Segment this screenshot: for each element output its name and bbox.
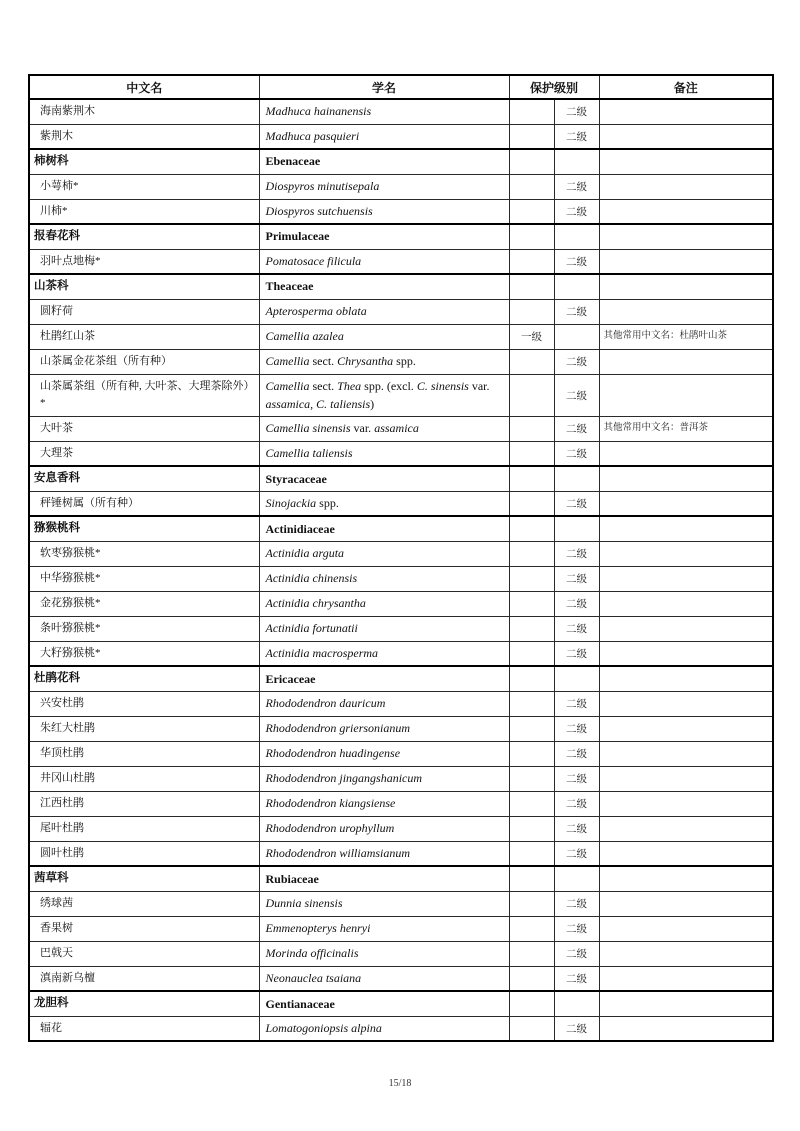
scientific-name-italic-segment: Madhuca pasquieri — [265, 128, 360, 143]
level-1-cell — [509, 466, 554, 491]
level-1-cell — [509, 991, 554, 1016]
species-row — [29, 124, 773, 149]
level-2-cell — [554, 274, 599, 299]
note-cell — [599, 766, 773, 791]
level-1-cell — [509, 274, 554, 299]
note-cell — [599, 866, 773, 891]
table-header-row — [29, 75, 773, 99]
scientific-name-cell — [259, 174, 509, 199]
chinese-name-cell: 巴戟天 — [29, 941, 259, 966]
level-1-cell — [509, 199, 554, 224]
scientific-name-italic-segment: Madhuca hainanensis — [265, 104, 372, 119]
level-1-cell — [509, 866, 554, 891]
scientific-name-italic-segment: Actinidia chinensis — [265, 571, 358, 586]
species-row — [29, 591, 773, 616]
chinese-name-cell: 条叶猕猴桃* — [29, 616, 259, 641]
level-1-cell — [509, 691, 554, 716]
chinese-name-cell: 茜草科 — [29, 866, 259, 891]
scientific-name-roman-segment: spp. (excl. — [361, 378, 417, 393]
chinese-name-cell: 杜鹃花科 — [29, 666, 259, 691]
chinese-name-cell: 川柿* — [29, 199, 259, 224]
scientific-name-cell — [259, 666, 509, 691]
scientific-name-italic-segment: Actinidia chrysantha — [265, 596, 366, 611]
scientific-name-cell — [259, 716, 509, 741]
scientific-name-cell — [259, 891, 509, 916]
species-row — [29, 791, 773, 816]
chinese-name-cell: 杜鹃红山茶 — [29, 324, 259, 349]
scientific-name-cell — [259, 591, 509, 616]
scientific-name-italic-segment: Diospyros sutchuensis — [265, 203, 373, 218]
scientific-name-roman-segment: sect. — [309, 354, 338, 369]
species-row — [29, 891, 773, 916]
chinese-name-cell: 兴安杜鹃 — [29, 691, 259, 716]
scientific-name-italic-segment: Camellia — [265, 378, 310, 393]
species-row — [29, 349, 773, 374]
scientific-name-roman-segment: ) — [370, 397, 375, 412]
level-2-cell: 二级 — [554, 691, 599, 716]
level-2-cell: 二级 — [554, 349, 599, 374]
scientific-name-cell — [259, 941, 509, 966]
level-2-cell: 二级 — [554, 199, 599, 224]
chinese-name-cell: 猕猴桃科 — [29, 516, 259, 541]
level-2-cell: 二级 — [554, 299, 599, 324]
scientific-name-italic-segment: Pomatosace filicula — [265, 253, 362, 268]
level-2-cell: 二级 — [554, 966, 599, 991]
scientific-name-italic-segment: Rhododendron griersonianum — [265, 721, 411, 736]
scientific-name-italic-segment: Rhododendron dauricum — [265, 696, 386, 711]
level-2-cell: 二级 — [554, 591, 599, 616]
note-cell — [599, 566, 773, 591]
note-cell — [599, 916, 773, 941]
note-cell — [599, 591, 773, 616]
level-2-cell: 二级 — [554, 916, 599, 941]
level-1-cell — [509, 766, 554, 791]
level-2-cell — [554, 149, 599, 174]
note-cell: 其他常用中文名：杜鹃叶山茶 — [599, 324, 773, 349]
species-row — [29, 416, 773, 441]
chinese-name-cell: 大理茶 — [29, 441, 259, 466]
header-scientific-name: 学名 — [259, 75, 509, 99]
scientific-name-italic-segment: C. sinensis — [416, 378, 469, 393]
note-cell — [599, 941, 773, 966]
scientific-name-roman-segment: Ebenaceae — [265, 154, 321, 169]
page-number: 15/18 — [388, 1078, 412, 1089]
scientific-name-cell — [259, 991, 509, 1016]
level-2-cell: 二级 — [554, 891, 599, 916]
scientific-name-italic-segment: assamica, C. taliensis — [265, 397, 371, 412]
chinese-name-cell: 圆籽荷 — [29, 299, 259, 324]
scientific-name-roman-segment: Actinidiaceae — [265, 521, 335, 536]
family-row — [29, 224, 773, 249]
scientific-name-italic-segment: Actinidia fortunatii — [265, 621, 358, 636]
level-1-cell — [509, 641, 554, 666]
note-cell: 其他常用中文名：普洱茶 — [599, 416, 773, 441]
scientific-name-italic-segment: Dunnia sinensis — [265, 896, 343, 911]
scientific-name-roman-segment: spp. — [393, 354, 416, 369]
scientific-name-italic-segment: Actinidia macrosperma — [265, 646, 379, 661]
scientific-name-roman-segment: Gentianaceae — [265, 996, 335, 1011]
scientific-name-italic-segment: Rhododendron huadingense — [265, 746, 401, 761]
scientific-name-italic-segment: Diospyros minutisepala — [265, 179, 380, 194]
scientific-name-cell — [259, 224, 509, 249]
level-1-cell — [509, 491, 554, 516]
note-cell — [599, 349, 773, 374]
level-2-cell: 二级 — [554, 249, 599, 274]
level-1-cell — [509, 516, 554, 541]
level-2-cell: 二级 — [554, 374, 599, 416]
chinese-name-cell: 龙胆科 — [29, 991, 259, 1016]
level-2-cell — [554, 324, 599, 349]
species-row — [29, 816, 773, 841]
scientific-name-cell — [259, 791, 509, 816]
note-cell — [599, 666, 773, 691]
note-cell — [599, 691, 773, 716]
chinese-name-cell: 大籽猕猴桃* — [29, 641, 259, 666]
species-row — [29, 374, 773, 416]
chinese-name-cell: 辐花 — [29, 1016, 259, 1041]
note-cell — [599, 1016, 773, 1041]
chinese-name-cell: 报春花科 — [29, 224, 259, 249]
level-1-cell — [509, 616, 554, 641]
scientific-name-cell — [259, 149, 509, 174]
level-1-cell — [509, 349, 554, 374]
note-cell — [599, 224, 773, 249]
scientific-name-italic-segment: Camellia azalea — [265, 329, 344, 344]
species-row — [29, 841, 773, 866]
scientific-name-cell — [259, 349, 509, 374]
scientific-name-cell — [259, 516, 509, 541]
chinese-name-cell: 羽叶点地梅* — [29, 249, 259, 274]
level-1-cell: 一级 — [509, 324, 554, 349]
scientific-name-italic-segment: Rhododendron kiangsiense — [265, 796, 396, 811]
note-cell — [599, 716, 773, 741]
species-row — [29, 641, 773, 666]
chinese-name-cell: 华顶杜鹃 — [29, 741, 259, 766]
scientific-name-cell — [259, 816, 509, 841]
level-1-cell — [509, 224, 554, 249]
chinese-name-cell: 金花猕猴桃* — [29, 591, 259, 616]
level-2-cell: 二级 — [554, 491, 599, 516]
species-row — [29, 99, 773, 124]
scientific-name-cell — [259, 766, 509, 791]
level-1-cell — [509, 99, 554, 124]
scientific-name-italic-segment: Emmenopterys henryi — [265, 921, 371, 936]
chinese-name-cell: 滇南新乌檀 — [29, 966, 259, 991]
scientific-name-cell — [259, 274, 509, 299]
level-2-cell: 二级 — [554, 766, 599, 791]
scientific-name-cell — [259, 324, 509, 349]
level-1-cell — [509, 666, 554, 691]
level-1-cell — [509, 741, 554, 766]
level-2-cell: 二级 — [554, 941, 599, 966]
chinese-name-cell: 柿树科 — [29, 149, 259, 174]
species-row — [29, 174, 773, 199]
family-row — [29, 991, 773, 1016]
level-1-cell — [509, 716, 554, 741]
scientific-name-italic-segment: assamica — [374, 421, 419, 436]
species-row — [29, 716, 773, 741]
family-row — [29, 666, 773, 691]
level-1-cell — [509, 299, 554, 324]
header-protection-level: 保护级别 — [509, 75, 599, 99]
note-cell — [599, 641, 773, 666]
table-body — [29, 99, 773, 1041]
scientific-name-cell — [259, 249, 509, 274]
scientific-name-italic-segment: Camellia sinensis — [265, 421, 351, 436]
level-1-cell — [509, 566, 554, 591]
scientific-name-roman-segment: var. — [468, 378, 490, 393]
species-row — [29, 541, 773, 566]
scientific-name-roman-segment: Theaceae — [265, 279, 314, 294]
scientific-name-italic-segment: Rhododendron jingangshanicum — [265, 771, 423, 786]
chinese-name-cell: 井冈山杜鹃 — [29, 766, 259, 791]
chinese-name-cell: 香果树 — [29, 916, 259, 941]
species-row — [29, 741, 773, 766]
level-1-cell — [509, 1016, 554, 1041]
scientific-name-italic-segment: Chrysantha — [337, 354, 394, 369]
family-row — [29, 866, 773, 891]
species-row — [29, 299, 773, 324]
species-row — [29, 691, 773, 716]
level-2-cell: 二级 — [554, 441, 599, 466]
level-1-cell — [509, 841, 554, 866]
scientific-name-cell — [259, 641, 509, 666]
chinese-name-cell: 海南紫荆木 — [29, 99, 259, 124]
level-1-cell — [509, 916, 554, 941]
chinese-name-cell: 安息香科 — [29, 466, 259, 491]
level-1-cell — [509, 374, 554, 416]
scientific-name-roman-segment: Rubiaceae — [265, 871, 319, 886]
chinese-name-cell: 江西杜鹃 — [29, 791, 259, 816]
chinese-name-cell: 大叶茶 — [29, 416, 259, 441]
level-2-cell — [554, 991, 599, 1016]
scientific-name-roman-segment: Primulaceae — [265, 229, 330, 244]
note-cell — [599, 491, 773, 516]
level-1-cell — [509, 816, 554, 841]
scientific-name-cell — [259, 566, 509, 591]
level-1-cell — [509, 124, 554, 149]
note-cell — [599, 249, 773, 274]
scientific-name-cell — [259, 541, 509, 566]
note-cell — [599, 616, 773, 641]
scientific-name-italic-segment: Lomatogoniopsis alpina — [265, 1021, 382, 1036]
note-cell — [599, 299, 773, 324]
scientific-name-roman-segment: var. — [350, 421, 375, 436]
level-2-cell: 二级 — [554, 716, 599, 741]
scientific-name-cell — [259, 491, 509, 516]
species-row — [29, 616, 773, 641]
level-1-cell — [509, 891, 554, 916]
scientific-name-roman-segment: sect. — [309, 378, 338, 393]
scientific-name-italic-segment: Morinda officinalis — [265, 946, 359, 961]
scientific-name-italic-segment: Rhododendron williamsianum — [265, 846, 411, 861]
note-cell — [599, 99, 773, 124]
chinese-name-cell: 朱红大杜鹃 — [29, 716, 259, 741]
note-cell — [599, 149, 773, 174]
scientific-name-italic-segment: Sinojackia — [265, 496, 317, 511]
species-row — [29, 916, 773, 941]
protected-plants-table — [28, 74, 774, 1042]
level-2-cell — [554, 466, 599, 491]
scientific-name-italic-segment: Camellia — [265, 354, 310, 369]
chinese-name-cell: 尾叶杜鹃 — [29, 816, 259, 841]
family-row — [29, 516, 773, 541]
level-2-cell: 二级 — [554, 741, 599, 766]
scientific-name-cell — [259, 441, 509, 466]
scientific-name-cell — [259, 841, 509, 866]
note-cell — [599, 841, 773, 866]
scientific-name-cell — [259, 1016, 509, 1041]
note-cell — [599, 466, 773, 491]
level-2-cell: 二级 — [554, 816, 599, 841]
level-2-cell: 二级 — [554, 541, 599, 566]
chinese-name-cell: 圆叶杜鹃 — [29, 841, 259, 866]
scientific-name-italic-segment: Actinidia arguta — [265, 546, 345, 561]
scientific-name-cell — [259, 691, 509, 716]
level-1-cell — [509, 591, 554, 616]
species-row — [29, 249, 773, 274]
note-cell — [599, 791, 773, 816]
level-2-cell — [554, 666, 599, 691]
scientific-name-cell — [259, 99, 509, 124]
scientific-name-cell — [259, 741, 509, 766]
level-2-cell — [554, 224, 599, 249]
level-1-cell — [509, 174, 554, 199]
species-row — [29, 199, 773, 224]
level-1-cell — [509, 441, 554, 466]
level-2-cell: 二级 — [554, 641, 599, 666]
chinese-name-cell: 软枣猕猴桃* — [29, 541, 259, 566]
note-cell — [599, 741, 773, 766]
scientific-name-cell — [259, 866, 509, 891]
scientific-name-cell — [259, 966, 509, 991]
level-1-cell — [509, 416, 554, 441]
chinese-name-cell: 山茶属金花茶组（所有种） — [29, 349, 259, 374]
header-note: 备注 — [599, 75, 773, 99]
note-cell — [599, 891, 773, 916]
scientific-name-cell — [259, 416, 509, 441]
chinese-name-cell: 中华猕猴桃* — [29, 566, 259, 591]
species-row — [29, 941, 773, 966]
scientific-name-cell — [259, 199, 509, 224]
note-cell — [599, 124, 773, 149]
chinese-name-cell: 小萼柿* — [29, 174, 259, 199]
chinese-name-cell: 山茶属茶组（所有种, 大叶茶、大理茶除外）* — [29, 374, 259, 416]
level-1-cell — [509, 149, 554, 174]
scientific-name-cell — [259, 616, 509, 641]
family-row — [29, 466, 773, 491]
header-chinese-name: 中文名 — [29, 75, 259, 99]
note-cell — [599, 441, 773, 466]
level-2-cell: 二级 — [554, 566, 599, 591]
level-1-cell — [509, 966, 554, 991]
level-2-cell: 二级 — [554, 124, 599, 149]
level-1-cell — [509, 941, 554, 966]
level-2-cell: 二级 — [554, 616, 599, 641]
species-row — [29, 766, 773, 791]
scientific-name-roman-segment: Ericaceae — [265, 671, 316, 686]
species-row — [29, 324, 773, 349]
level-2-cell: 二级 — [554, 99, 599, 124]
scientific-name-italic-segment: Thea — [337, 378, 362, 393]
family-row — [29, 274, 773, 299]
chinese-name-cell: 山茶科 — [29, 274, 259, 299]
scientific-name-cell — [259, 299, 509, 324]
scientific-name-italic-segment: Neonauclea tsaiana — [265, 971, 362, 986]
scientific-name-roman-segment: spp. — [316, 496, 339, 511]
note-cell — [599, 199, 773, 224]
chinese-name-cell: 绣球茜 — [29, 891, 259, 916]
level-2-cell: 二级 — [554, 1016, 599, 1041]
species-row — [29, 1016, 773, 1041]
family-row — [29, 149, 773, 174]
note-cell — [599, 274, 773, 299]
scientific-name-italic-segment: Rhododendron urophyllum — [265, 821, 395, 836]
level-2-cell: 二级 — [554, 841, 599, 866]
chinese-name-cell: 紫荆木 — [29, 124, 259, 149]
level-1-cell — [509, 791, 554, 816]
note-cell — [599, 991, 773, 1016]
scientific-name-cell — [259, 466, 509, 491]
scientific-name-italic-segment: Apterosperma oblata — [265, 304, 367, 319]
species-row — [29, 966, 773, 991]
note-cell — [599, 541, 773, 566]
note-cell — [599, 174, 773, 199]
chinese-name-cell: 秤锤树属（所有种） — [29, 491, 259, 516]
species-row — [29, 441, 773, 466]
level-1-cell — [509, 249, 554, 274]
level-1-cell — [509, 541, 554, 566]
scientific-name-cell — [259, 124, 509, 149]
note-cell — [599, 374, 773, 416]
scientific-name-cell — [259, 374, 509, 416]
level-2-cell — [554, 516, 599, 541]
scientific-name-roman-segment: Styracaceae — [265, 471, 327, 486]
level-2-cell — [554, 866, 599, 891]
species-row — [29, 566, 773, 591]
note-cell — [599, 966, 773, 991]
level-2-cell: 二级 — [554, 791, 599, 816]
note-cell — [599, 816, 773, 841]
note-cell — [599, 516, 773, 541]
level-2-cell: 二级 — [554, 416, 599, 441]
species-row — [29, 491, 773, 516]
level-2-cell: 二级 — [554, 174, 599, 199]
scientific-name-italic-segment: Camellia taliensis — [265, 446, 353, 461]
scientific-name-cell — [259, 916, 509, 941]
